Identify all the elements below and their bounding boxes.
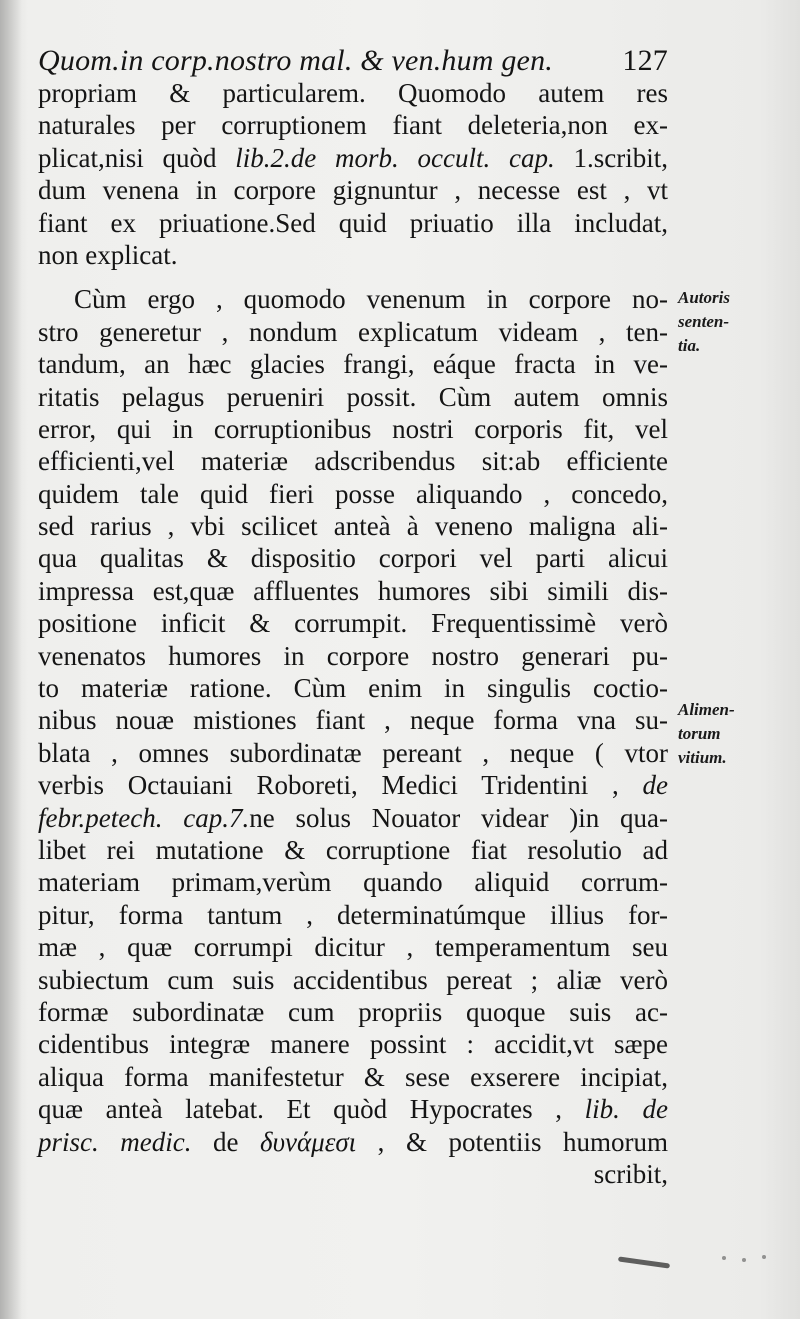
text-line: error, qui in corruptionibus nostri corporis fit, vel — [38, 413, 668, 444]
text-line: fiant ex priuatione.Sed quid priuatio illa includat, — [38, 207, 668, 238]
text-segment: 1.scribit, — [554, 142, 668, 173]
gutter-shadow — [0, 0, 22, 1319]
text-segment: ne solus Nouator videar )in qua- — [249, 802, 669, 833]
text-line: stro generetur , nondum explicatum videam , ten- — [38, 316, 668, 347]
body-text — [38, 77, 668, 1190]
text-line: aliqua forma manifestetur & sese exserere incipiat, — [38, 1061, 668, 1092]
text-segment: quæ anteà latebat. Et quòd Hypocrates , — [38, 1094, 585, 1125]
text-line — [38, 142, 668, 174]
greek-word: δυνάμεσι — [260, 1126, 357, 1157]
text-segment: de — [191, 1126, 261, 1157]
text-line: qua qualitas & dispositio corpori vel parti alicui — [38, 543, 668, 574]
running-head-title: Quom.in corp.nostro mal. & ven.hum gen. — [38, 44, 553, 77]
citation: febr.petech. cap.7. — [38, 802, 250, 833]
text-line: subiectum cum suis accidentibus pereat ; aliæ verò — [38, 964, 668, 995]
citation: lib.2.de morb. occult. cap. — [235, 142, 555, 173]
text-line: materiam primam,verùm quando aliquid corrum- — [38, 867, 668, 898]
catchword: scribit, — [593, 1158, 668, 1189]
text-line: ritatis pelagus perueniri possit. Cùm autem omnis — [38, 381, 668, 412]
margin-note-line: tia. — [678, 336, 701, 355]
citation: prisc. medic. — [38, 1126, 192, 1157]
text-line: quidem tale quid fieri posse aliquando , concedo, — [38, 478, 668, 509]
ink-speck — [722, 1256, 726, 1260]
text-line — [38, 1093, 668, 1125]
margin-note-line: vitium. — [678, 748, 727, 767]
text-line: to materiæ ratione. Cùm enim in singulis coctio- — [38, 673, 668, 704]
text-line — [38, 802, 668, 834]
page-number: 127 — [622, 44, 668, 77]
margin-note-authors-opinion — [678, 286, 783, 358]
text-line: sed rarius , vbi scilicet anteà à veneno maligna ali- — [38, 511, 668, 542]
paragraph-gap — [38, 271, 668, 283]
margin-note-line: torum — [678, 724, 721, 743]
text-segment: verbis Octauiani Roboreti, Medici Tridentini , — [38, 770, 643, 801]
text-line: pitur, forma tantum , determinatúmque illius for- — [38, 899, 668, 930]
citation: de — [642, 770, 668, 801]
text-line: nibus nouæ mistiones fiant , neque forma vna su- — [38, 705, 668, 736]
text-line: venenatos humores in corpore nostro generari pu- — [38, 640, 668, 671]
text-line: mæ , quæ corrumpi dicitur , temperamentum seu — [38, 932, 668, 963]
text-line — [38, 769, 668, 801]
running-head — [38, 44, 668, 78]
citation: lib. de — [584, 1094, 668, 1125]
text-line: cidentibus integræ manere possint : accidit,vt sæpe — [38, 1029, 668, 1060]
text-line: blata , omnes subordinatæ pereant , neque ( vtor — [38, 737, 668, 768]
ink-speck — [742, 1258, 746, 1262]
margin-note-line: senten- — [678, 312, 729, 331]
text-line: Cùm ergo , quomodo venenum in corpore no- — [74, 284, 668, 315]
text-line: positione inficit & corrumpit. Frequentissimè verò — [38, 608, 668, 639]
text-line: impressa est,quæ affluentes humores sibi simili dis- — [38, 575, 668, 606]
margin-note-line: Alimen- — [678, 700, 735, 719]
text-segment: plicat,nisi quòd — [38, 142, 236, 173]
text-line: dum venena in corpore gignuntur , necesse est , vt — [38, 175, 668, 206]
text-line: propriam & particularem. Quomodo autem res — [38, 78, 668, 108]
text-line: tandum, an hæc glacies frangi, eáque fracta in ve- — [38, 349, 668, 380]
text-line: efficienti,vel materiæ adscribendus sit:ab efficiente — [38, 446, 668, 477]
margin-note-line: Autoris — [678, 288, 730, 307]
text-line: naturales per corruptionem fiant deleteria,non ex- — [38, 110, 668, 141]
ink-smudge — [618, 1256, 670, 1268]
text-line: formæ subordinatæ cum propriis quoque suis ac- — [38, 996, 668, 1027]
ink-speck — [762, 1255, 766, 1259]
text-line — [38, 1126, 668, 1158]
margin-note-food-fault — [678, 698, 783, 770]
text-line: non explicat. — [38, 239, 178, 270]
text-segment: , & potentiis humorum — [356, 1126, 669, 1157]
text-line: libet rei mutatione & corruptione fiat resolutio ad — [38, 834, 668, 865]
